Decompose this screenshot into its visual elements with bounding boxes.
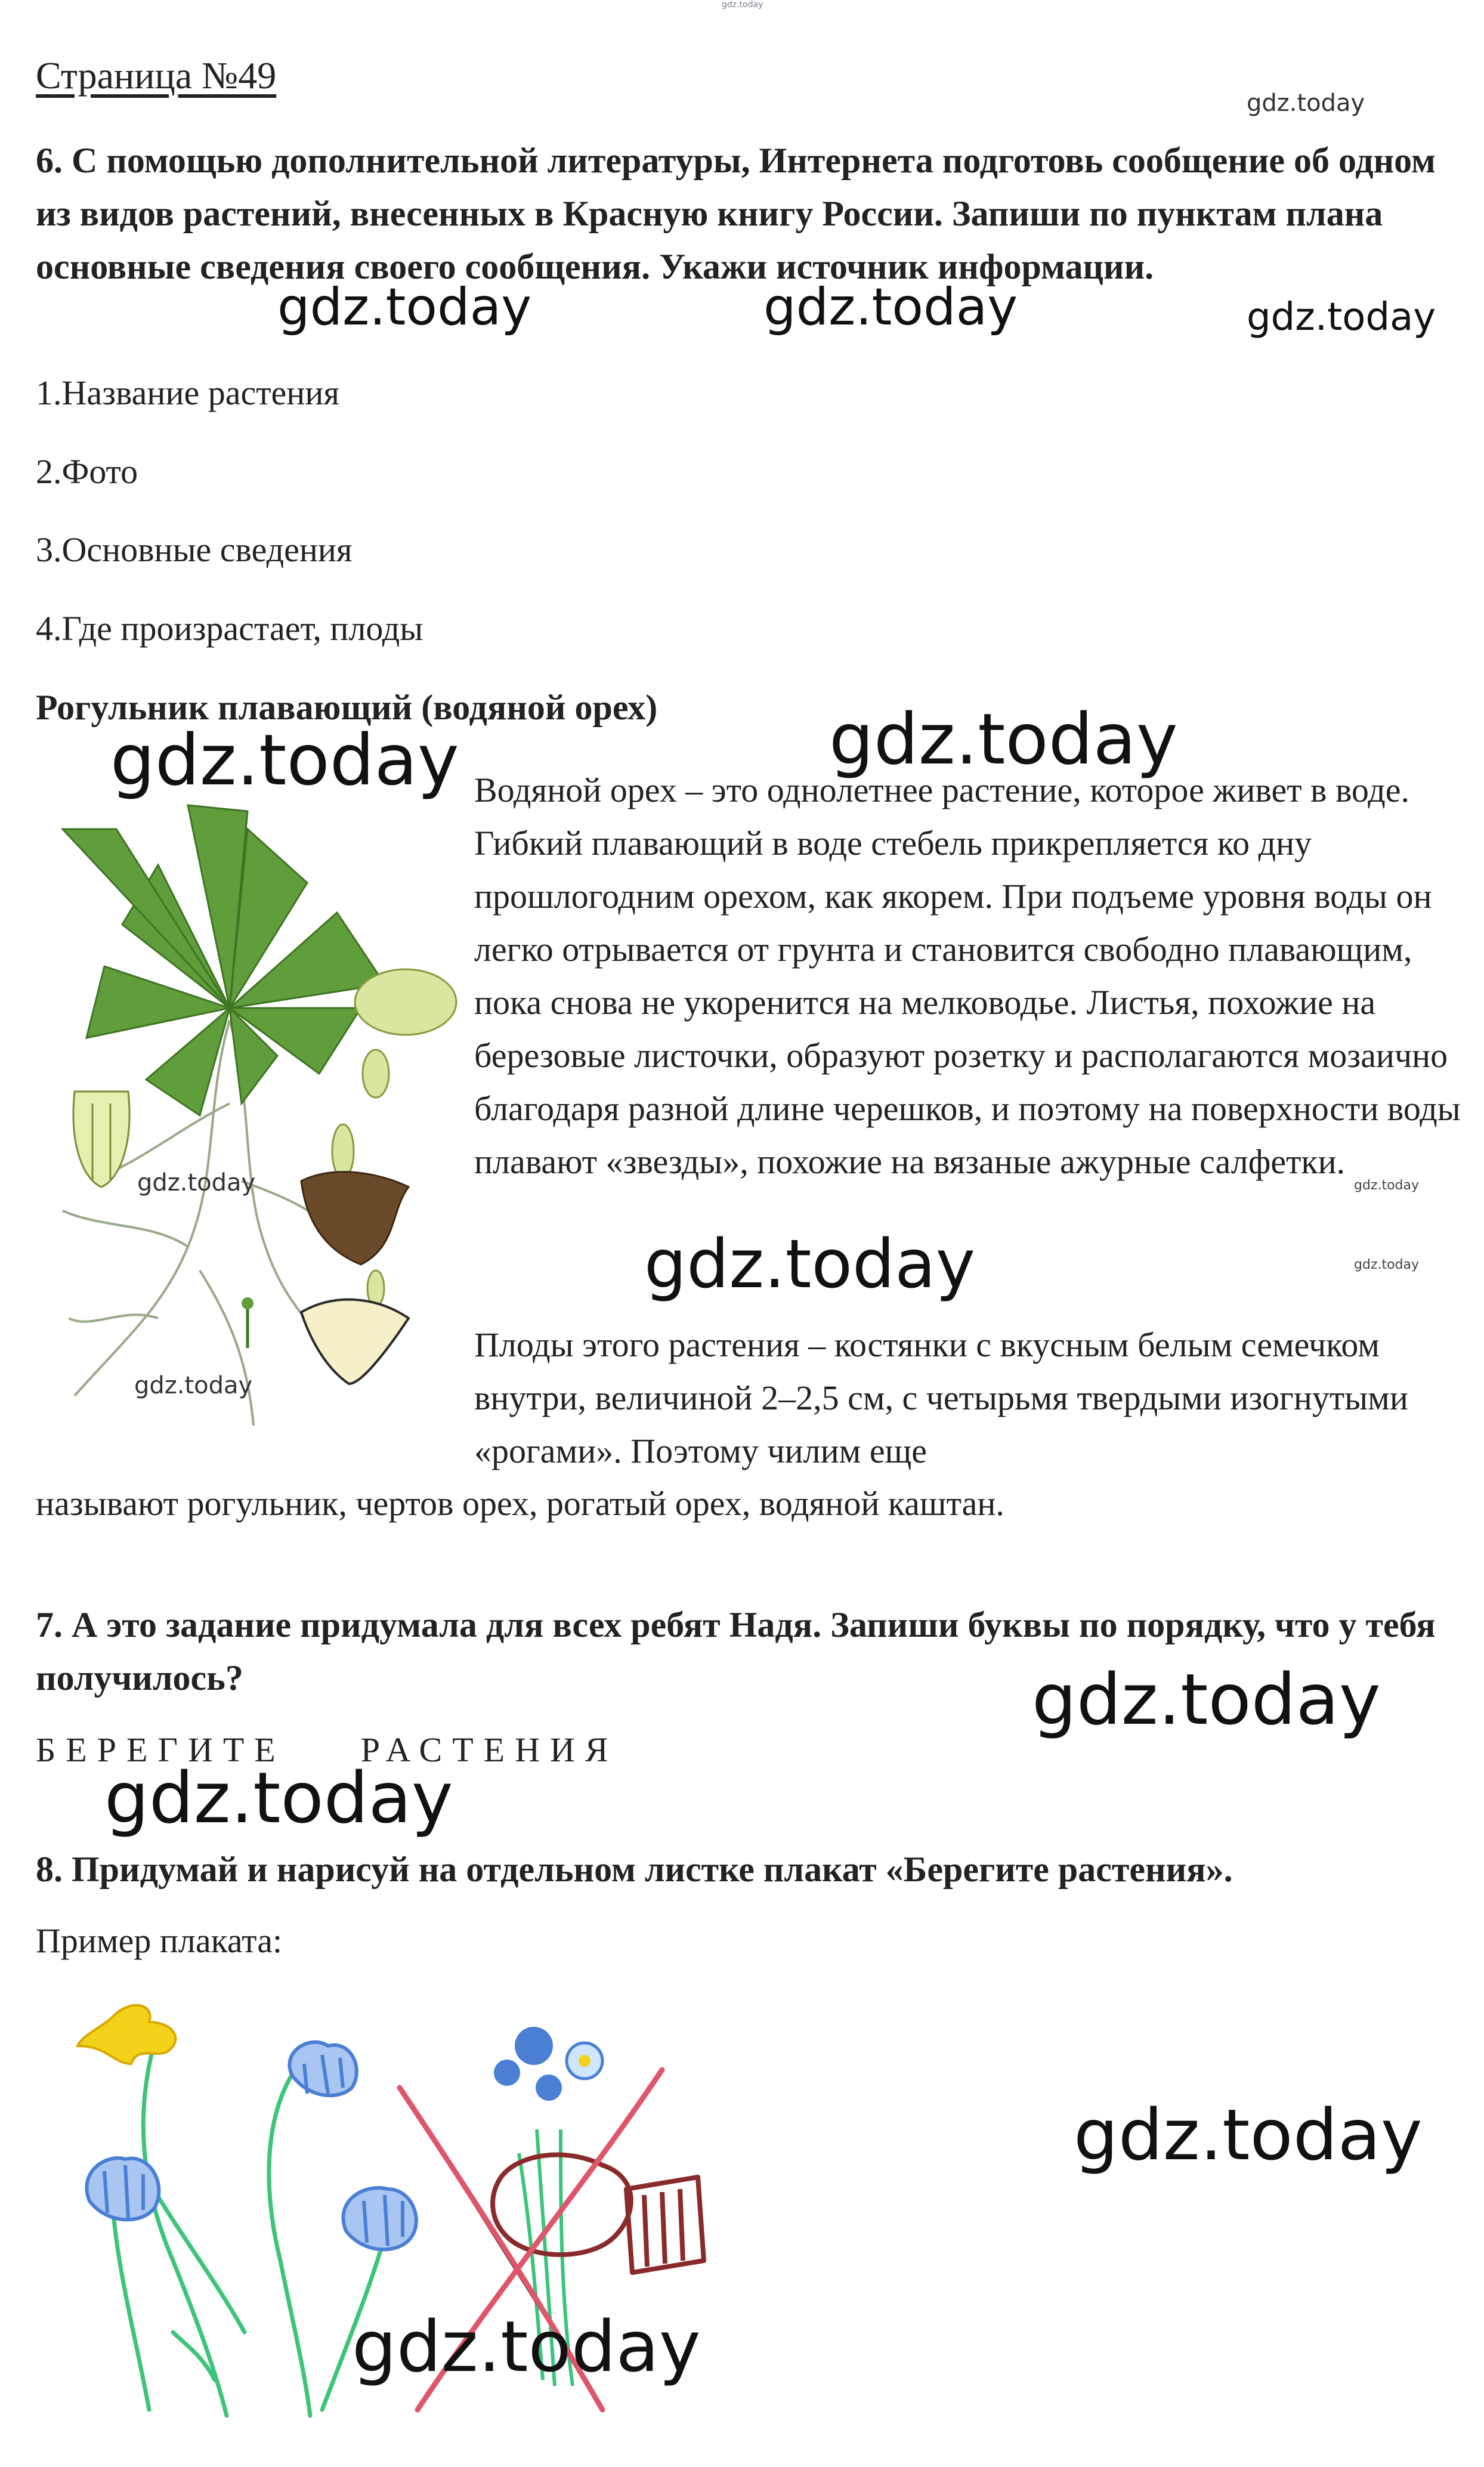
watermark: gdz.today (1354, 1178, 1420, 1193)
poster-example-label: Пример плаката: (36, 1921, 283, 1960)
watermark: gdz.today (110, 719, 459, 801)
plan-item-3: 3.Основные сведения (36, 530, 353, 569)
plan-item-1: 1.Название растения (36, 373, 340, 412)
task-7-text: 7. А это задание придумала для всех ребят Надя. Запиши буквы по порядку, что у тебя получилось? (36, 1605, 1436, 1698)
watermark: gdz.today (1032, 1658, 1381, 1740)
plant-description: Водяной орех – это однолетнее растение, которое живет в воде. Гибкий плавающий в воде стебель прикрепляется ко дну прошлогодним орехом, как якорем. При подъеме уровня воды он легко отрывается от грунта и становится свободно плавающим, пока снова не укоренится на мелководье. Листья, похожие на березовые листочки, образуют розетку и располагаются мозаично благодаря разной длине черешков, и поэтому на поверхности воды плавают «звезды», похожие на вязаные ажурные салфетки. (474, 771, 1461, 1181)
watermark: gdz.today (352, 2305, 701, 2388)
watermark: gdz.today (137, 1169, 256, 1197)
water-chestnut-illustration (51, 793, 468, 1443)
page-title: Страница №49 (36, 54, 277, 97)
watermark: gdz.today (829, 698, 1178, 780)
watermark: gdz.today (1247, 295, 1436, 339)
watermark-top: gdz.today (722, 0, 763, 10)
watermark: gdz.today (1354, 1257, 1420, 1272)
fruit-description: Плоды этого растения – костянки с вкусным белым семечком внутри, величиной 2–2,5 см, с четырьмя твердыми изогнутыми «рогами». Поэтому чилим еще (474, 1325, 1408, 1470)
plan-item-4: 4.Где произрастает, плоды (36, 609, 423, 648)
watermark: gdz.today (134, 1372, 253, 1399)
watermark: gdz.today (104, 1757, 453, 1839)
watermark: gdz.today (1074, 2094, 1423, 2176)
task-8-text: 8. Придумай и нарисуй на отдельном листке плакат «Берегите растения». (36, 1850, 1233, 1889)
plan-item-2: 2.Фото (36, 452, 138, 491)
watermark: gdz.today (644, 1226, 976, 1303)
task-6-text: 6. С помощью дополнительной литературы, Интернета подготовь сообщение об одном из видов растений, внесенных в Красную книгу России. Запиши по пунктам плана основные сведения своего сообщения. Укажи источник информации. (36, 141, 1436, 286)
answer-word-1: БЕРЕГИТЕ (36, 1730, 286, 1769)
watermark: gdz.today (763, 277, 1018, 337)
watermark: gdz.today (1247, 89, 1365, 117)
answer-word-2: РАСТЕНИЯ (360, 1730, 619, 1769)
plant-title: Рогульник плавающий (водяной орех) (36, 688, 658, 727)
watermark: gdz.today (277, 277, 532, 337)
fruit-description-end: называют рогульник, чертов орех, рогатый орех, водяной каштан. (36, 1484, 1004, 1523)
